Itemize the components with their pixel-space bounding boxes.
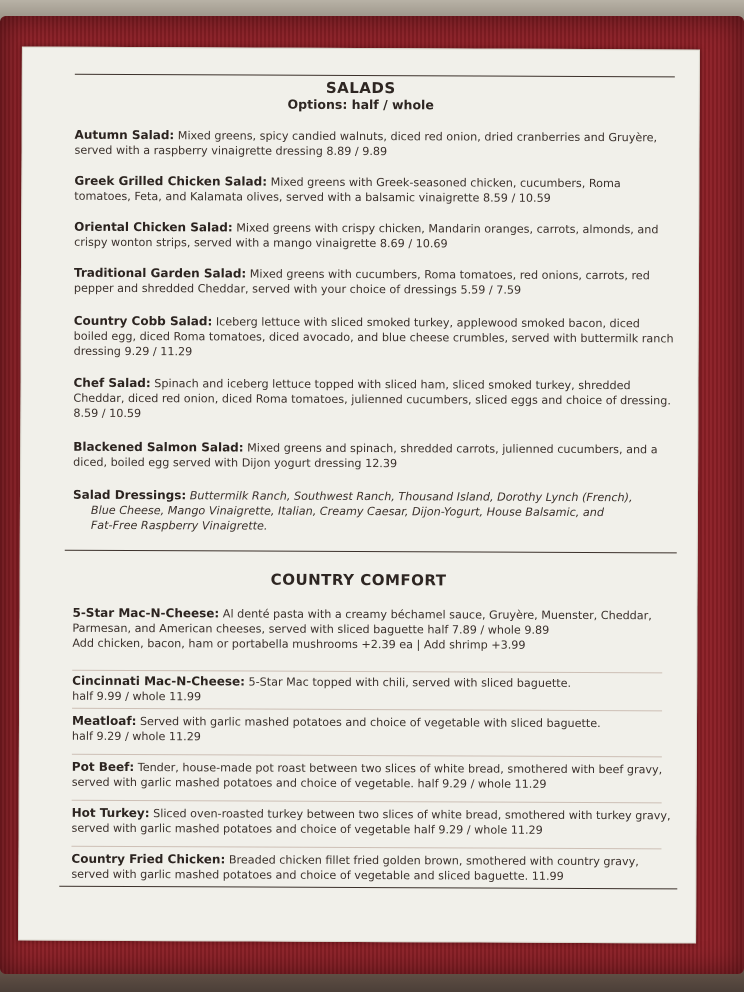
menu-item-garden-salad (74, 266, 674, 299)
item-name: Oriental Chicken Salad: (74, 219, 233, 235)
menu-item-meatloaf (72, 714, 672, 747)
item-name: Blackened Salmon Salad: (73, 439, 244, 455)
menu-item-oriental-salad (74, 220, 674, 253)
item-price: 12.39 (365, 457, 398, 471)
item-description: Sliced oven-roasted turkey between two slices of white bread, smothered with turkey gravy, served with garlic mashed potatoes and choice of vegetable (71, 807, 671, 837)
item-price: 5.59 / 7.59 (460, 283, 522, 297)
item-description: Mixed greens, spicy candied walnuts, diced red onion, dried cranberries and Gruyère, served with a raspberry vinaigrette dressing (74, 129, 658, 158)
item-price: 9.29 / 11.29 (124, 344, 193, 359)
menu-item-cobb-salad (74, 314, 674, 362)
salads-options: Options: half / whole (287, 96, 434, 113)
item-name: Hot Turkey: (71, 805, 150, 821)
menu-item-mac-n-cheese (72, 606, 672, 654)
item-price: 8.59 / 10.59 (482, 191, 551, 205)
item-description: 5-Star Mac topped with chili, served with sliced baguette. (248, 675, 572, 690)
item-name: Cincinnati Mac-N-Cheese: (72, 673, 245, 689)
item-price: half 9.99 / whole 11.99 (72, 689, 202, 704)
item-price: half 7.89 / whole 9.89 (427, 623, 550, 637)
item-description: Mixed greens and spinach, shredded carrots, julienned cucumbers, and a diced, boiled egg served with Dijon yogurt dressing (73, 441, 658, 471)
dressings-line-2: Blue Cheese, Mango Vinaigrette, Italian, Creamy Caesar, Dijon-Yogurt, House Balsamic, and (90, 503, 604, 520)
menu-item-cincinnati-mac (72, 674, 672, 707)
item-name: 5-Star Mac-N-Cheese: (72, 605, 220, 621)
item-description: Al denté pasta with a creamy béchamel sauce, Gruyère, Muenster, Cheddar, Parmesan, and American cheeses, served with sliced baguette (72, 607, 652, 637)
item-divider (72, 670, 662, 674)
item-price: 8.59 / 10.59 (73, 406, 142, 421)
item-description: Iceberg lettuce with sliced smoked turkey, applewood smoked bacon, diced boiled egg, diced Roma tomatoes, diced avocado, and blue cheese crumbles, served with buttermilk ranch dressing (73, 315, 674, 358)
item-name: Greek Grilled Chicken Salad: (74, 173, 268, 189)
item-description: Mixed greens with Greek-seasoned chicken, cucumbers, Roma tomatoes, Feta, and Kalamata olives, served with a balsamic vinaigrette (74, 175, 621, 205)
item-divider (72, 800, 662, 804)
menu-item-pot-beef (72, 760, 672, 793)
section-divider (65, 550, 677, 554)
item-price: 8.69 / 10.69 (379, 237, 448, 251)
menu-item-salmon-salad (73, 440, 673, 473)
top-divider (75, 74, 675, 78)
item-divider (72, 754, 662, 758)
item-description: Breaded chicken fillet fried golden brown, smothered with country gravy, served with garlic mashed potatoes and choice of vegetable and sliced baguette. (71, 853, 639, 883)
dressings-label: Salad Dressings: (72, 487, 187, 503)
item-name: Pot Beef: (71, 759, 135, 775)
item-name: Traditional Garden Salad: (73, 265, 247, 281)
menu-item-autumn-salad (74, 128, 674, 161)
item-divider (72, 708, 662, 712)
item-name: Country Fried Chicken: (71, 851, 226, 867)
item-name: Autumn Salad: (74, 127, 175, 143)
menu-page (18, 47, 700, 944)
item-price: half 9.29 / whole 11.29 (413, 823, 543, 837)
item-price: 11.99 (531, 869, 564, 883)
bottom-divider (59, 886, 677, 890)
dressings-line-1: Buttermilk Ranch, Southwest Ranch, Thousand Island, Dorothy Lynch (French), (189, 489, 633, 505)
dressings-line-3: Fat-Free Raspberry Vinaigrette. (90, 518, 268, 533)
item-description: Tender, house-made pot roast between two slices of white bread, smothered with beef gravy, served with garlic mashed potatoes and choice of vegetable. (71, 761, 663, 791)
item-price: half 9.29 / whole 11.29 (71, 729, 201, 744)
item-name: Meatloaf: (71, 713, 137, 729)
item-divider (71, 846, 661, 850)
item-add-ons: Add chicken, bacon, ham or portabella mushrooms +2.39 ea | Add shrimp +3.99 (72, 636, 526, 652)
menu-item-greek-salad (74, 174, 674, 207)
menu-item-fried-chicken (71, 852, 671, 885)
item-name: Chef Salad: (73, 375, 151, 391)
menu-item-hot-turkey (72, 806, 672, 839)
menu-item-chef-salad (73, 376, 673, 424)
item-description: Served with garlic mashed potatoes and choice of vegetable with sliced baguette. (139, 715, 601, 731)
salad-dressings (73, 488, 673, 536)
comfort-title: COUNTRY COMFORT (270, 570, 447, 590)
item-price: 8.89 / 9.89 (326, 144, 388, 159)
item-price: half 9.29 / whole 11.29 (417, 777, 547, 791)
item-description: Mixed greens with cucumbers, Roma tomatoes, red onions, carrots, red pepper and shredded Cheddar, served with your choice of dressings (73, 267, 650, 297)
item-name: Country Cobb Salad: (73, 313, 213, 329)
item-description: Spinach and iceberg lettuce topped with sliced ham, sliced smoked turkey, shredded Cheddar, diced red onion, diced Roma tomatoes, julienned cucumbers, sliced eggs and choice of dressing. (73, 377, 671, 408)
item-description: Mixed greens with crispy chicken, Mandarin oranges, carrots, almonds, and crispy wonton strips, served with a mango vinaigrette (74, 221, 659, 251)
salads-title: SALADS (325, 78, 396, 98)
